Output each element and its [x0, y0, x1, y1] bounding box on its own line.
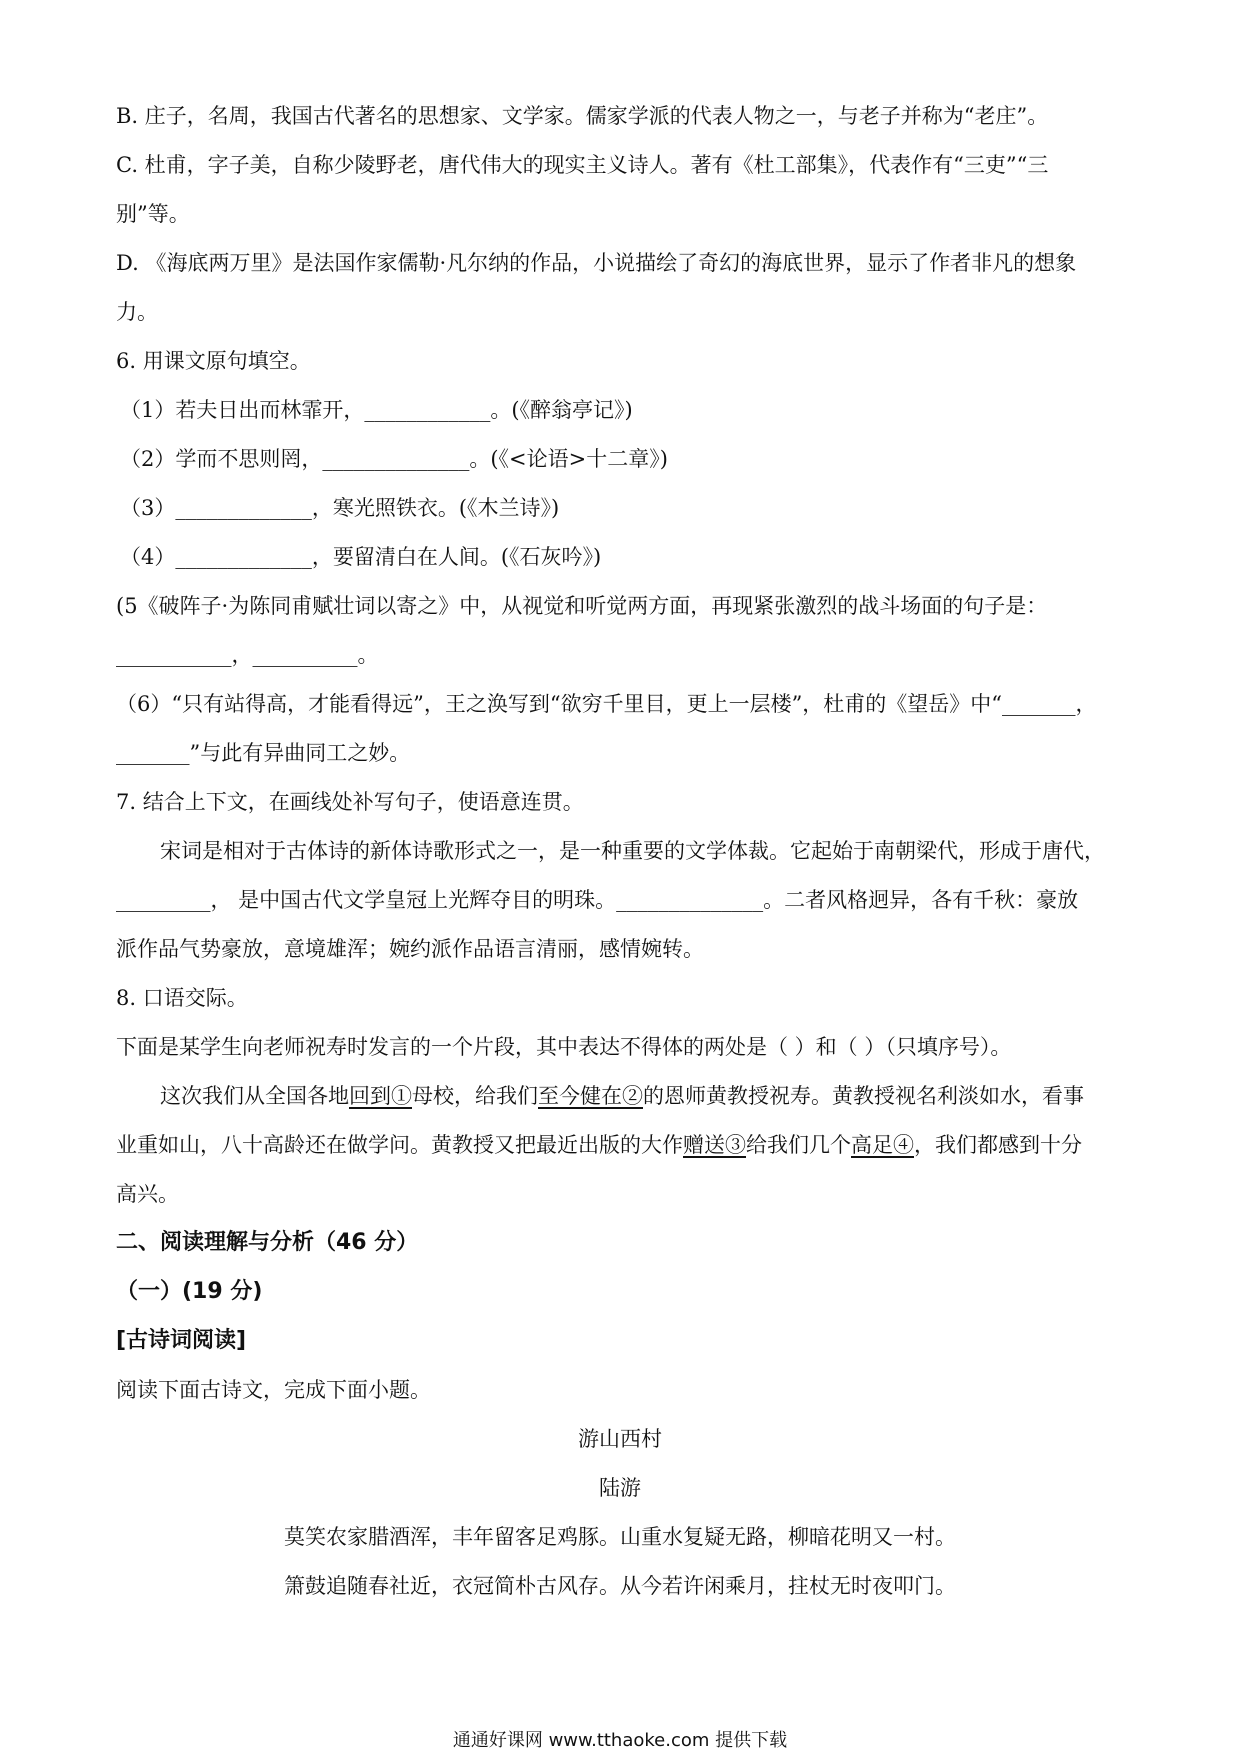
question-6-title: 6. 用课文原句填空。	[116, 349, 311, 373]
question-8-prompt: 下面是某学生向老师祝寿时发言的一个片段，其中表达不得体的两处是（ ）和（ ）（只填序号）。	[116, 1035, 1012, 1059]
question-6-item5: (5《破阵子·为陈同甫赋壮词以寄之》中，从视觉和听觉两方面，再现紧张激烈的战斗场面的句子是：	[116, 594, 1048, 618]
question-8-para-line1	[160, 1081, 1170, 1111]
underlined-phrase-2: 至今健在②	[538, 1084, 643, 1108]
question-6-item4: （4）_____________，要留清白在人间。(《石灰吟》)	[120, 545, 602, 569]
question-7-para-line1: 宋词是相对于古体诗的新体诗歌形式之一，是一种重要的文学体裁。它起始于南朝梁代，形成于唐代，	[160, 839, 1105, 863]
poem-title: 游山西村	[578, 1427, 662, 1451]
poem-line-1: 莫笑农家腊酒浑，丰年留客足鸡豚。山重水复疑无路，柳暗花明又一村。	[284, 1525, 956, 1549]
underlined-phrase-1: 回到①	[349, 1084, 412, 1108]
underlined-phrase-4: 高足④	[851, 1133, 914, 1157]
question-7-para-line2: _________， 是中国古代文学皇冠上光辉夺目的明珠。______________。二者风格迥异，各有千秋：豪放	[116, 888, 1079, 912]
footer-watermark: 通通好课网 www.tthaoke.com 提供下载	[452, 1730, 788, 1751]
question-8-title: 8. 口语交际。	[116, 986, 248, 1010]
section-heading: 二、阅读理解与分析（46 分）	[116, 1230, 419, 1255]
text-segment: 业重如山，八十高龄还在做学问。黄教授又把最近出版的大作	[116, 1133, 683, 1157]
question-8-para-line2	[116, 1130, 1126, 1160]
question-6-item3: （3）_____________，寒光照铁衣。(《木兰诗》)	[120, 496, 560, 520]
poem-line-2: 箫鼓追随春社近，衣冠简朴古风存。从今若许闲乘月，拄杖无时夜叩门。	[284, 1574, 956, 1598]
question-7-para-line3: 派作品气势豪放，意境雄浑；婉约派作品语言清丽，感情婉转。	[116, 937, 704, 961]
question-8-para-line3: 高兴。	[116, 1182, 179, 1206]
underlined-phrase-3: 赠送③	[683, 1133, 746, 1157]
text-segment: ，我们都感到十分	[914, 1133, 1082, 1157]
question-6-item6-line2: _______”与此有异曲同工之妙。	[116, 741, 411, 765]
category-heading: [古诗词阅读]	[116, 1328, 247, 1353]
text-segment: 这次我们从全国各地	[160, 1084, 349, 1108]
text-segment: 给我们几个	[746, 1133, 851, 1157]
question-6-item2: （2）学而不思则罔，______________。(《<论语>十二章》)	[120, 447, 668, 471]
question-6-item6-line1: （6）“只有站得高，才能看得远”，王之涣写到“欲穷千里目，更上一层楼”，杜甫的《望岳》中“_______，	[116, 692, 1097, 716]
question-6-item1: （1）若夫日出而林霏开，____________。(《醉翁亭记》)	[120, 398, 633, 422]
option-d-line2: 力。	[116, 300, 158, 324]
text-segment: 母校，给我们	[412, 1084, 538, 1108]
poem-author: 陆游	[599, 1476, 641, 1500]
option-c-line1: C. 杜甫，字子美，自称少陵野老，唐代伟大的现实主义诗人。著有《杜工部集》，代表作有“三吏”“三	[116, 153, 1049, 177]
reading-instruction: 阅读下面古诗文，完成下面小题。	[116, 1378, 431, 1402]
option-d-line1: D. 《海底两万里》是法国作家儒勒·凡尔纳的作品，小说描绘了奇幻的海底世界，显示了作者非凡的想象	[116, 251, 1077, 275]
question-7-title: 7. 结合上下文，在画线处补写句子，使语意连贯。	[116, 790, 584, 814]
question-6-item5-blanks: ___________，__________。	[116, 643, 379, 667]
subsection-heading: （一）(19 分)	[116, 1279, 263, 1304]
option-b: B. 庄子，名周，我国古代著名的思想家、文学家。儒家学派的代表人物之一，与老子并称为“老庄”。	[116, 104, 1049, 128]
text-segment: 的恩师黄教授祝寿。黄教授视名利淡如水，看事	[643, 1084, 1084, 1108]
option-c-line2: 别”等。	[116, 202, 190, 226]
